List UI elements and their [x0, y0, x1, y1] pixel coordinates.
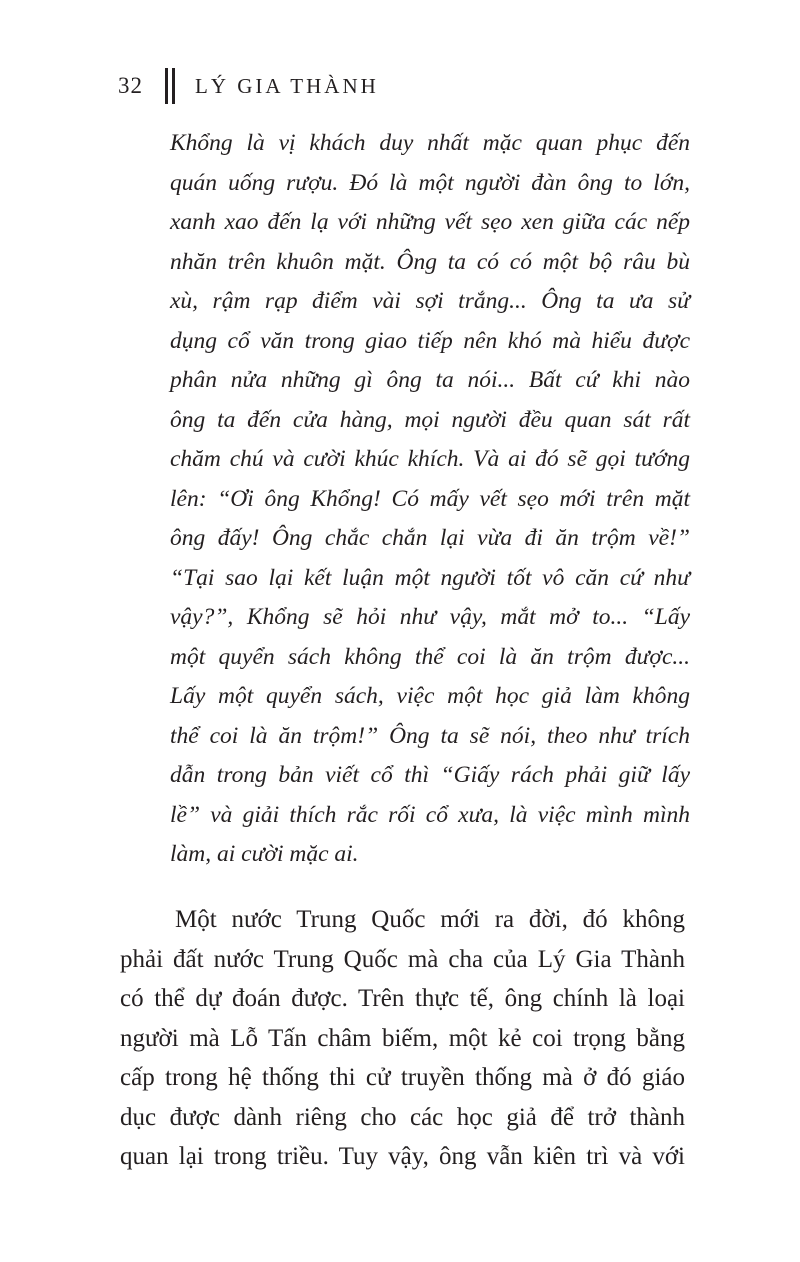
page-number: 32 [118, 73, 143, 98]
quote-line: Khổng là vị khách duy nhất mặc quan phục đến [170, 130, 690, 156]
body-line: có thể dự đoán được. Trên thực tế, ông chính là loại [120, 985, 685, 1012]
quote-line: xanh xao đến lạ với những vết sẹo xen giữa các nếp [170, 209, 690, 235]
quote-line: nhăn trên khuôn mặt. Ông ta có có một bộ râu bù [170, 248, 690, 275]
body-paragraph [120, 900, 685, 1177]
quote-line: dẫn trong bản viết cổ thì “Giấy rách phải giữ lấy [170, 762, 690, 788]
quote-line: quán uống rượu. Đó là một người đàn ông to lớn, [170, 169, 690, 196]
body-line: người mà Lỗ Tấn châm biếm, một kẻ coi trọng bằng [120, 1024, 685, 1052]
quote-line: chăm chú và cười khúc khích. Và ai đó sẽ gọi tướng [170, 446, 690, 472]
running-head: LÝ GIA THÀNH [195, 73, 379, 98]
quote-line: ông ta đến cửa hàng, mọi người đều quan sát rất [170, 406, 690, 433]
body-line: quan lại trong triều. Tuy vậy, ông vẫn kiên trì và với [120, 1143, 685, 1170]
quote-line: lề” và giải thích rắc rối cổ xưa, là việc mình mình [170, 801, 690, 828]
quote-line: lên: “Ơi ông Khổng! Có mấy vết sẹo mới trên mặt [170, 485, 690, 512]
block-quote [170, 124, 690, 875]
body-line: Một nước Trung Quốc mới ra đời, đó không [175, 906, 685, 933]
quote-line: thể coi là ăn trộm!” Ông ta sẽ nói, theo như trích [170, 722, 690, 749]
quote-line: xù, rậm rạp điểm vài sợi trắng... Ông ta ưa sử [170, 288, 690, 314]
quote-line: vậy?”, Khổng sẽ hỏi như vậy, mắt mở to... “Lấy [170, 604, 690, 630]
body-line: cấp trong hệ thống thi cử truyền thống mà ở đó giáo [120, 1064, 685, 1091]
quote-line: làm, ai cười mặc ai. [170, 841, 359, 867]
quote-line: phân nửa những gì ông ta nói... Bất cứ khi nào [170, 367, 690, 393]
quote-line: Lấy một quyển sách, việc một học giả làm không [170, 683, 690, 709]
header-divider [165, 68, 175, 104]
page-header [118, 66, 379, 106]
quote-line: dụng cổ văn trong giao tiếp nên khó mà hiểu được [170, 327, 690, 354]
quote-line: một quyển sách không thể coi là ăn trộm được... [170, 643, 690, 670]
quote-line: “Tại sao lại kết luận một người tốt vô căn cứ như [170, 564, 690, 591]
body-line: dục được dành riêng cho các học giả để trở thành [120, 1103, 685, 1131]
quote-line: ông đấy! Ông chắc chắn lại vừa đi ăn trộm về!” [170, 525, 690, 551]
body-line: phải đất nước Trung Quốc mà cha của Lý Gia Thành [120, 945, 685, 973]
